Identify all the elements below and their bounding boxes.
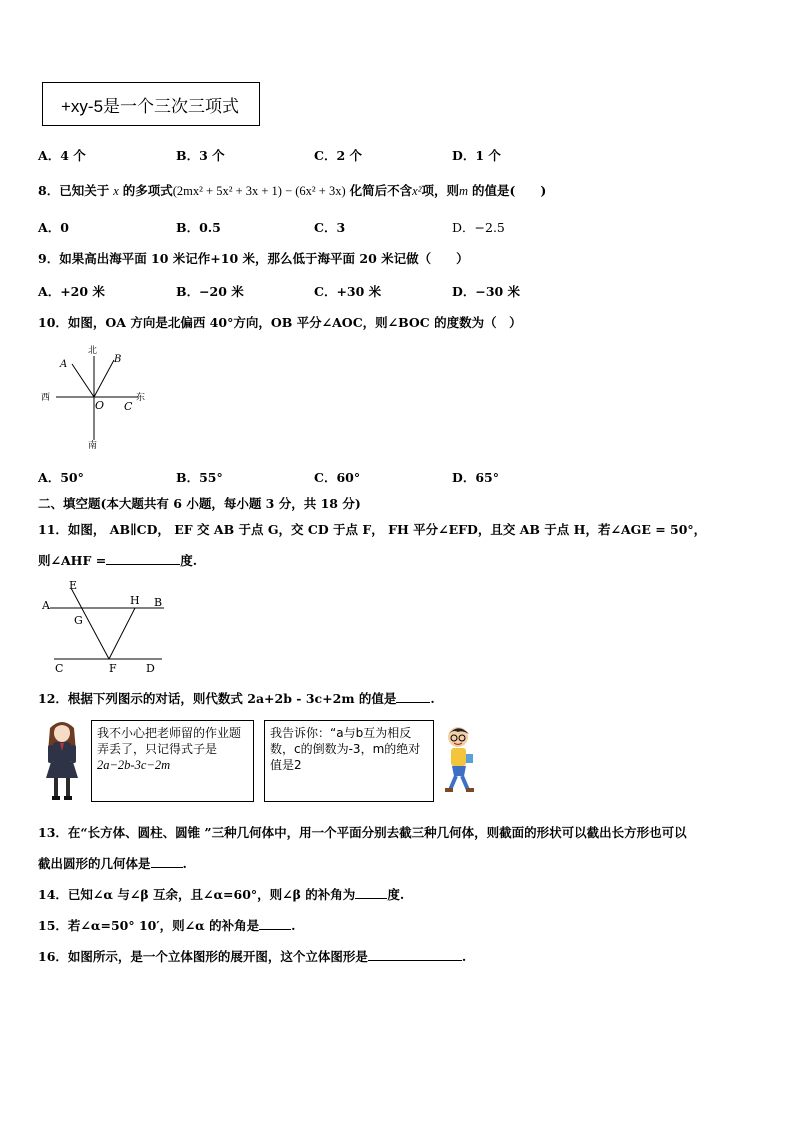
q8-expression: (2mx² + 5x² + 3x + 1) − (6x² + 3x) [172,184,346,198]
q8-question [38,181,546,199]
label-f: F [109,662,117,675]
q13-line2-text: 截出圆形的几何体是 [38,856,151,871]
q14-question [38,885,404,903]
q11-parallel-lines-diagram [38,575,170,675]
label-south: 南 [88,441,98,451]
q10-option-b: B．55° [176,470,223,485]
label-c: C [124,400,133,413]
q16-answer-blank [368,960,462,961]
label-b: B [154,596,163,609]
q8-option-a: A．0 [38,220,69,235]
q7-option-d: D．1 个 [452,148,501,163]
q12-text: 12．根据下列图示的对话，则代数式 2a+2b - 3c+2m 的值是 [38,691,397,706]
label-g: G [74,614,83,627]
label-c: C [55,662,64,675]
q8-text-3: 化简后不含 [349,183,413,198]
q16-text-end: . [461,949,467,964]
q8-option-d: D．−2.5 [452,220,505,235]
q14-answer-blank [355,898,387,899]
q11-line2-end: 度. [180,553,198,568]
q13-question-line1: 13．在“长方体、圆柱、圆锥 ”三种几何体中，用一个平面分别去截三种几何体，则截面的形状可以截出长方形也可以 [38,825,687,840]
q9-option-b: B．−20 米 [176,284,244,299]
q15-question [38,916,295,934]
section-2-heading: 二、填空题(本大题共有 6 小题，每小题 3 分，共 18 分) [38,496,361,511]
q8-x-squared: x² [412,184,422,198]
q8-text-5: 的值是( ) [471,183,547,198]
label-west: 西 [41,393,51,403]
q14-text: 14．已知∠α 与∠β 互余，且∠α=60°，则∠β 的补角为 [38,887,356,902]
q15-text-end: . [291,918,296,933]
girl-illustration [36,718,88,802]
speech-bubble-girl [91,720,254,802]
q8-option-c: C．3 [314,220,346,235]
q13-answer-blank [151,867,183,868]
q8-option-b: B．0.5 [176,220,221,235]
label-h: H [130,594,140,607]
expression-box-text: +xy-5是一个三次三项式 [61,96,240,116]
speech-bubble-girl-text: 我不小心把老师留的作业题弄丢了，只记得式子是 [97,726,242,756]
q9-option-d: D．−30 米 [452,284,521,299]
q8-text-4: 项，则 [421,183,459,198]
label-d: D [146,662,155,675]
q8-text-2: 的多项式 [122,183,173,198]
label-o: O [95,399,105,412]
q11-question-line1: 11．如图， AB∥CD， EF 交 AB 于点 G，交 CD 于点 F， FH 平分∠EFD，且交 AB 于点 H，若∠AGE = 50°， [38,522,707,537]
q13-line2-end: . [182,856,187,871]
q9-option-c: C．+30 米 [314,284,382,299]
label-north: 北 [88,346,98,356]
label-a: A [42,599,50,612]
q13-question-line2 [38,854,187,872]
q16-text: 16．如图所示，是一个立体图形的展开图，这个立体图形是 [38,949,368,964]
q15-answer-blank [259,929,291,930]
q9-question: 9．如果高出海平面 10 米记作+10 米，那么低于海平面 20 米记做（ ） [38,251,469,266]
q10-option-d: D．65° [452,470,499,485]
speech-bubble-boy-text: 我告诉你：“a与b互为相反数，c的倒数为-3，m的绝对值是2 [270,726,421,772]
label-a: A [60,359,68,370]
speech-bubble-boy [264,720,434,802]
q12-answer-blank [396,702,430,703]
q8-number: 8． [38,183,60,198]
q15-text: 15．若∠α=50° 10′，则∠α 的补角是 [38,918,260,933]
speech-bubble-girl-expression: 2a−2b-3c−2m [97,758,171,772]
q10-option-a: A．50° [38,470,84,485]
q9-option-a: A．+20 米 [38,284,105,299]
q16-question [38,947,466,965]
q12-question [38,689,435,707]
q7-option-c: C．2 个 [314,148,362,163]
q14-text-end: 度. [387,887,405,902]
q12-text-end: . [430,691,435,706]
label-b: B [114,354,122,365]
boy-illustration [440,724,480,796]
q11-line2-text: 则∠AHF = [38,553,107,568]
q8-text-1: 已知关于 [59,183,110,198]
label-e: E [69,579,78,592]
expression-box [42,82,260,126]
q11-question-line2 [38,551,197,569]
q10-option-c: C．60° [314,470,361,485]
q11-answer-blank [106,564,180,565]
q7-option-b: B．3 个 [176,148,225,163]
q8-var-x: x [113,184,119,198]
q10-compass-diagram [38,340,158,452]
label-east: 东 [136,393,146,403]
q8-var-m: m [458,184,468,198]
q10-question: 10．如图，OA 方向是北偏西 40°方向，OB 平分∠AOC，则∠BOC 的度数为（ ） [38,315,522,330]
q7-option-a: A．4 个 [38,148,86,163]
